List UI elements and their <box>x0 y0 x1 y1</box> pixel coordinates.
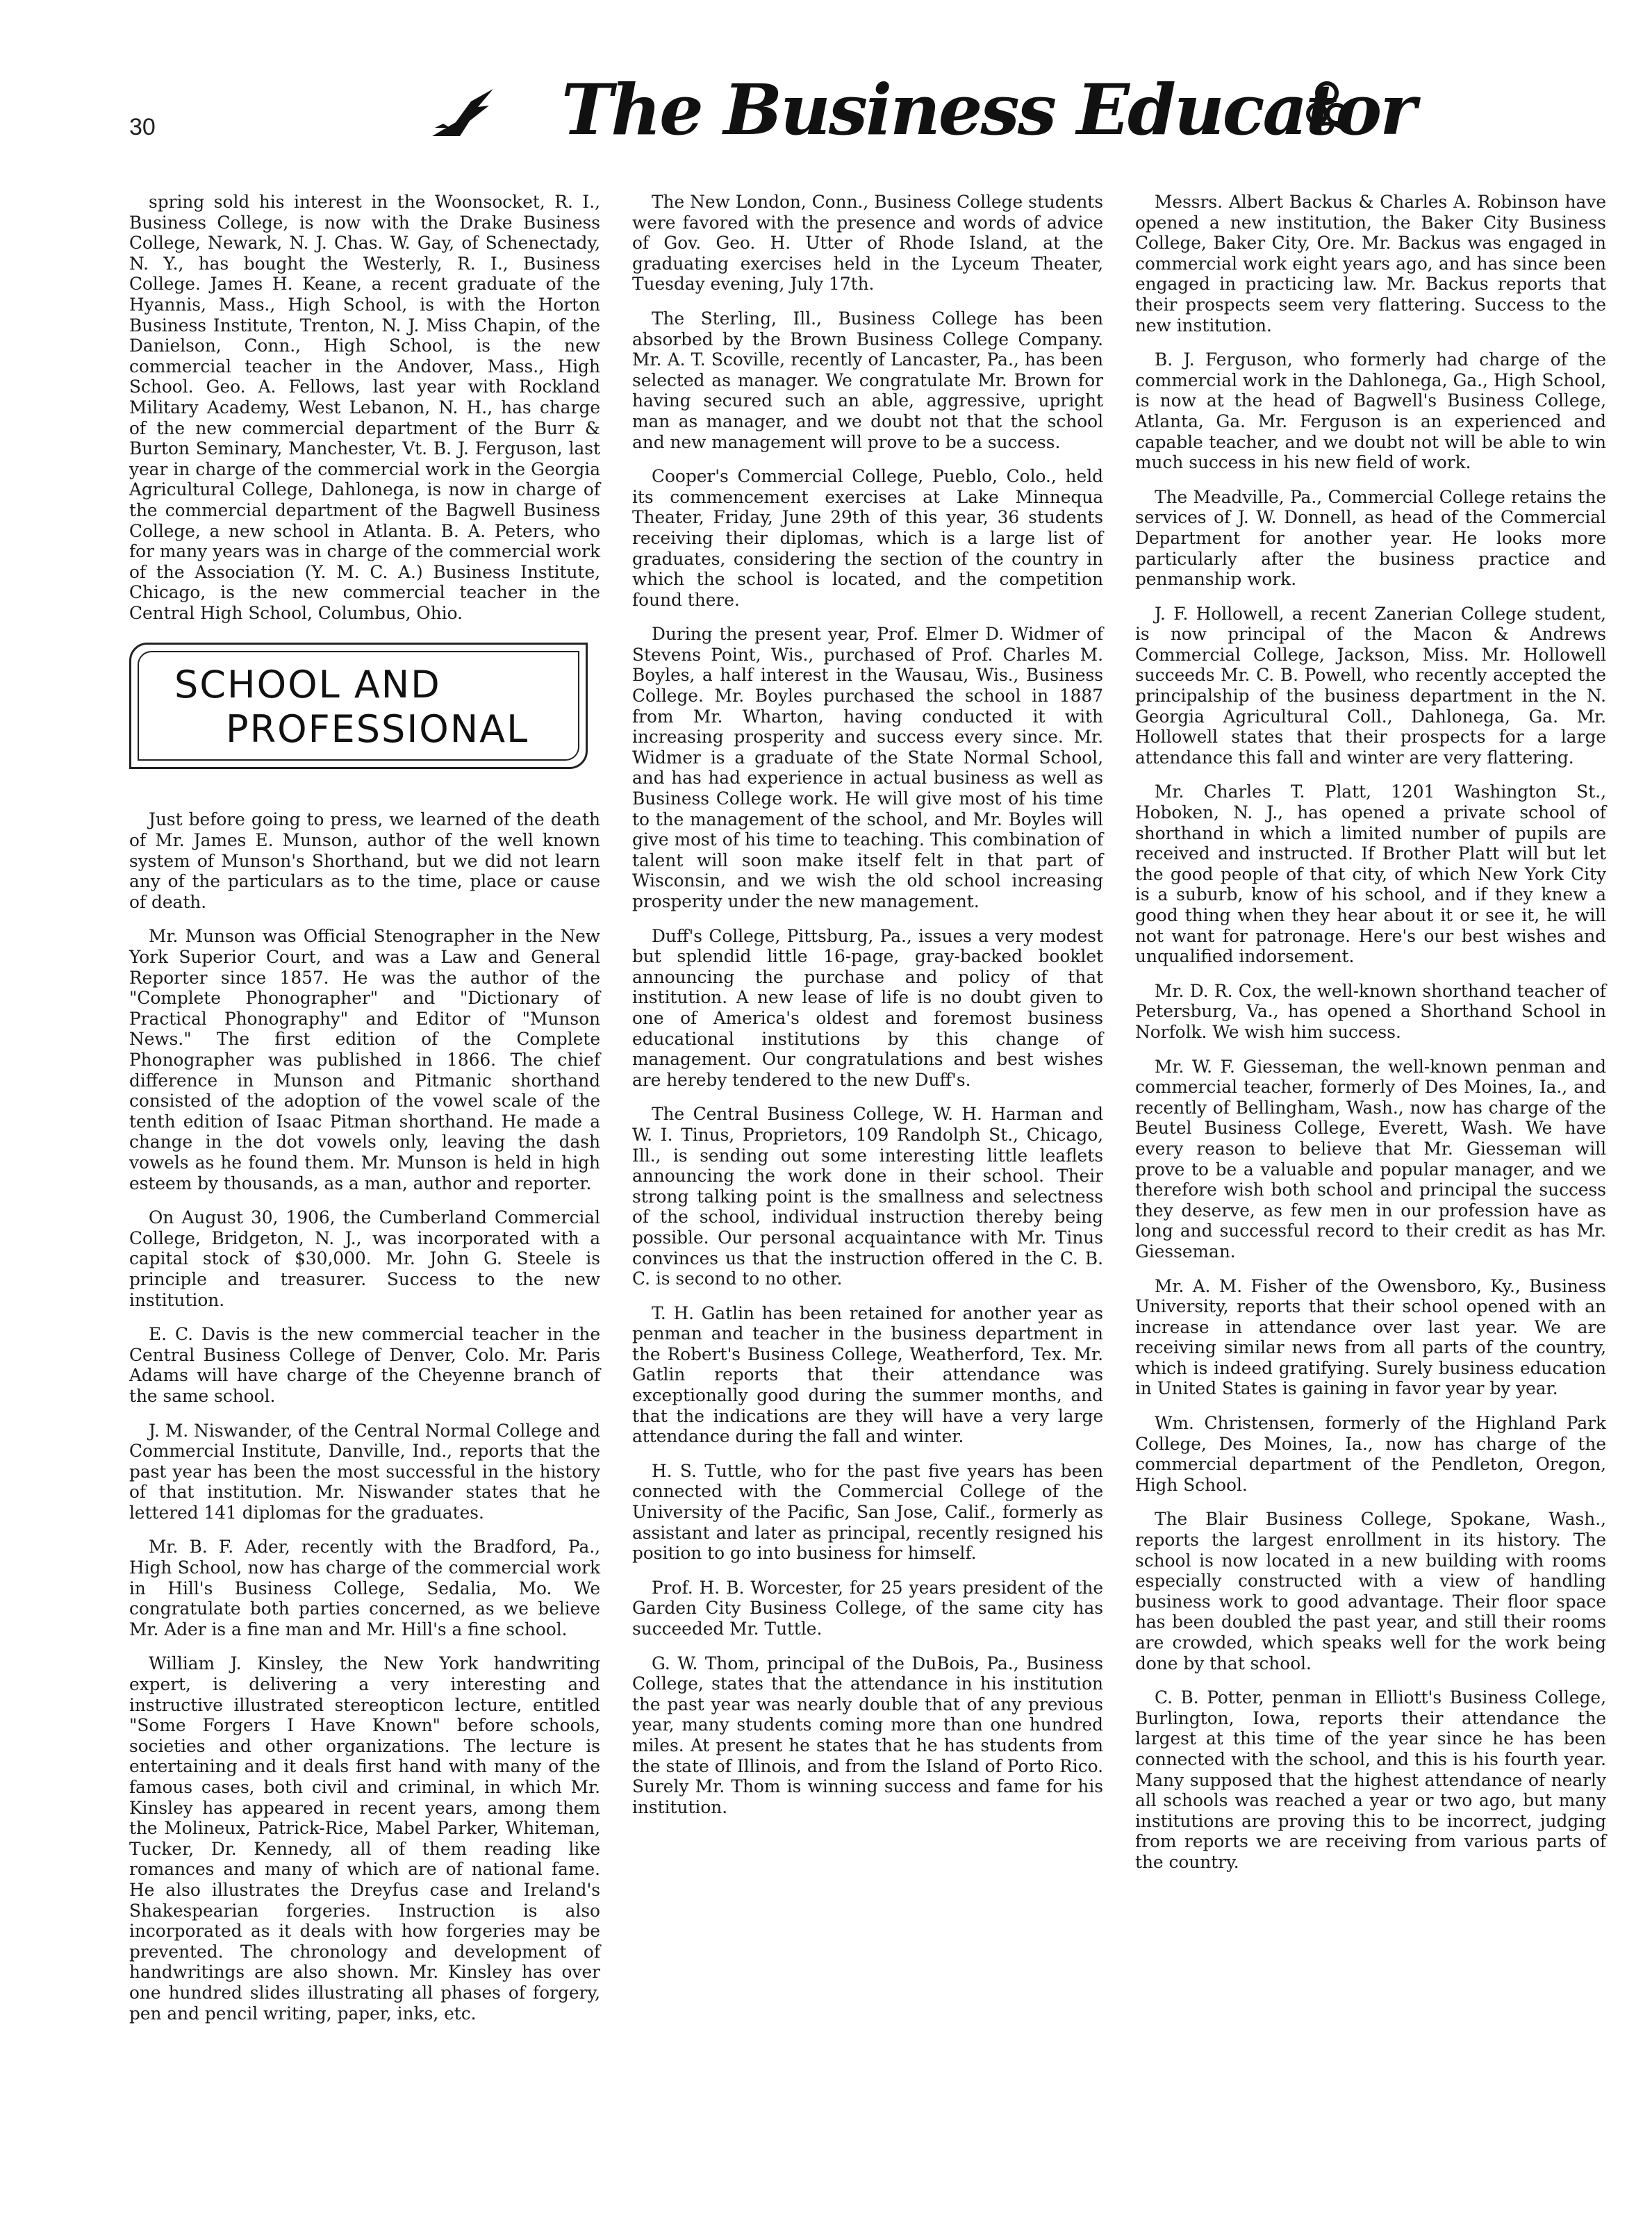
article-paragraph: During the present year, Prof. Elmer D. Widmer of Stevens Point, Wis., purchased of Prof. Charles M. Boyles, a half interest in the Wausau, Wis., Business College. Mr. Boyles purchased the school in 1887 from Mr. Wharton, having conducted it with increasing prosperity and success every since. Mr. Widmer is a graduate of the State Normal School, and has had experience in actual business as well as Business College work. He will give most of his time to the management of the school, and Mr. Boyles will give most of his time to teaching. This combination of talent will soon make itself felt in that part of Wisconsin, and we wish the old school increasing prosperity under the new management. <box>632 624 1103 911</box>
article-paragraph: The Meadville, Pa., Commercial College retains the services of J. W. Donnell, as head of the Commercial Department for another year. He looks more particularly after the business practice and penmanship work. <box>1135 486 1606 590</box>
article-paragraph: Wm. Christensen, formerly of the Highland Park College, Des Moines, Ia., now has charge of the commercial department of the Pendleton, Oregon, High School. <box>1135 1413 1606 1495</box>
article-paragraph: T. H. Gatlin has been retained for another year as penman and teacher in the business department in the Robert's Business College, Weatherford, Tex. Mr. Gatlin reports that their attendance was exceptionally good during the summer months, and that the indications are they will have a very large attendance during the fall and winter. <box>632 1303 1103 1447</box>
article-paragraph: The Central Business College, W. H. Harman and W. I. Tinus, Proprietors, 109 Randolph St., Chicago, Ill., is sending out some interesting little leaflets announcing the work done in their school. Their strong talking point is the smallness and selectness of the school, individual instruction thereby being possible. Our personal acquaintance with Mr. Tinus convinces us that the instruction offered in the C. B. C. is second to no other. <box>632 1104 1103 1289</box>
article-paragraph: B. J. Ferguson, who formerly had charge of the commercial work in the Dahlonega, Ga., High School, is now at the head of Bagwell's Business College, Atlanta, Ga. Mr. Ferguson is an experienced and capable teacher, and we doubt not will be able to win much success in his new field of work. <box>1135 349 1606 473</box>
article-paragraph: The Blair Business College, Spokane, Wash., reports the largest enrollment in its history. The school is now located in a new building with rooms especially constructed with a view of handling business work to good advantage. Their floor space has been doubled the past year, and still their rooms are crowded, which speaks well for the work being done by that school. <box>1135 1509 1606 1673</box>
section-heading-box <box>129 643 588 769</box>
column-1 <box>129 192 600 2037</box>
article-paragraph: H. S. Tuttle, who for the past five years has been connected with the Commercial College of the University of the Pacific, San Jose, Calif., formerly as assistant and later as principal, recently resigned his position to go into business for himself. <box>632 1460 1103 1564</box>
article-paragraph: spring sold his interest in the Woonsocket, R. I., Business College, is now with the Drake Business College, Newark, N. J. Chas. W. Gay, of Schenectady, N. Y., has bought the Westerly, R. I., Business College. James H. Keane, a recent graduate of the Hyannis, Mass., High School, is with the Horton Business Institute, Trenton, N. J. Miss Chapin, of the Danielson, Conn., High School, is the new commercial teacher in the Andover, Mass., High School. Geo. A. Fellows, last year with Rockland Military Academy, West Lebanon, N. H., has charge of the new commercial department of the Burr & Burton Seminary, Manchester, Vt. B. J. Ferguson, last year in charge of the commercial work in the Georgia Agricultural College, Dahlonega, is now in charge of the commercial department of the Bagwell Business College, a new school in Atlanta. B. A. Peters, who for many years was in charge of the commercial work of the Association (Y. M. C. A.) Business Institute, Chicago, is the new commercial teacher in the Central High School, Columbus, Ohio. <box>129 192 600 623</box>
article-paragraph: Mr. B. F. Ader, recently with the Bradford, Pa., High School, now has charge of the commercial work in Hill's Business College, Sedalia, Mo. We congratulate both parties concerned, as we believe Mr. Ader is a fine man and Mr. Hill's a fine school. <box>129 1537 600 1639</box>
article-paragraph: G. W. Thom, principal of the DuBois, Pa., Business College, states that the attendance in his institution the past year was nearly double that of any previous year, many students coming more than one hundred miles. At present he states that he has students from the state of Illinois, and from the Island of Porto Rico. Surely Mr. Thom is winning success and fame for his institution. <box>632 1653 1103 1817</box>
publication-title: The Business Educator <box>561 69 1414 151</box>
flying-bird-icon <box>429 86 496 140</box>
article-paragraph: Messrs. Albert Backus & Charles A. Robinson have opened a new institution, the Baker City Business College, Baker City, Ore. Mr. Backus was engaged in commercial work eight years ago, and has since been engaged in practicing law. Mr. Backus reports that their prospects seem very flattering. Success to the new institution. <box>1135 192 1606 336</box>
article-paragraph: William J. Kinsley, the New York handwriting expert, is delivering a very interesting and instructive illustrated stereopticon lecture, entitled "Some Forgers I Have Known" before schools, societies and other organizations. The lecture is entertaining and it deals first hand with many of the famous cases, both civil and criminal, in which Mr. Kinsley has appeared in recent years, among them the Molineux, Patrick-Rice, Mabel Parker, Whiteman, Tucker, Dr. Kennedy, all of them reading like romances and many of which are of national fame. He also illustrates the Dreyfus case and Ireland's Shakespearian forgeries. Instruction is also incorporated as it deals with how forgeries may be prevented. The chronology and development of handwritings are also shown. Mr. Kinsley has over one hundred slides illustrating all phases of forgery, pen and pencil writing, paper, inks, etc. <box>129 1653 600 2024</box>
article-paragraph: Mr. A. M. Fisher of the Owensboro, Ky., Business University, reports that their school opened with an increase in attendance over last year. We are receiving similar news from all parts of the country, which is indeed gratifying. Surely business education in United States is gaining in favor year by year. <box>1135 1275 1606 1399</box>
article-paragraph: J. F. Hollowell, a recent Zanerian College student, is now principal of the Macon & Andrews Commercial College, Jackson, Miss. Mr. Hollowell succeeds Mr. C. B. Powell, who recently accepted the principalship of the business department in the N. Georgia Agricultural Coll., Dahlonega, Ga. Mr. Hollowell states that their prospects for a large attendance this fall and winter are very flattering. <box>1135 603 1606 768</box>
column-2 <box>632 192 1103 1831</box>
section-heading <box>174 663 529 752</box>
article-paragraph: Mr. W. F. Giesseman, the well-known penman and commercial teacher, formerly of Des Moines, Ia., and recently of Bellingham, Wash., now has charge of the Beutel Business College, Everett, Wash. We have every reason to believe that Mr. Giesseman will prove to be a valuable and popular manager, and we therefore wish both school and principal the success they deserve, as few men in our profession have as long and successful record to their credit as has Mr. Giesseman. <box>1135 1056 1606 1262</box>
article-paragraph: Prof. H. B. Worcester, for 25 years president of the Garden City Business College, of the same city has succeeded Mr. Tuttle. <box>632 1577 1103 1639</box>
emblem-icon <box>1305 78 1349 133</box>
article-paragraph: Duff's College, Pittsburg, Pa., issues a very modest but splendid little 16-page, gray-backed booklet announcing the purchase and policy of that institution. A new lease of life is no doubt given to one of America's oldest and foremost business educational institutions by this change of management. Our congratulations and best wishes are hereby tendered to the new Duff's. <box>632 925 1103 1090</box>
article-paragraph: Cooper's Commercial College, Pueblo, Colo., held its commencement exercises at Lake Minnequa Theater, Friday, June 29th of this year, 36 students receiving their diplomas, which is a large list of graduates, considering the section of the country in which the school is located, and the competition found there. <box>632 466 1103 610</box>
article-paragraph: Mr. D. R. Cox, the well-known shorthand teacher of Petersburg, Va., has opened a Shorthand School in Norfolk. We wish him success. <box>1135 980 1606 1042</box>
article-paragraph: Just before going to press, we learned of the death of Mr. James E. Munson, author of the well known system of Munson's Shorthand, but we did not learn any of the particulars as to the time, place or cause of death. <box>129 809 600 912</box>
article-paragraph: The New London, Conn., Business College students were favored with the presence and words of advice of Gov. Geo. H. Utter of Rhode Island, at the graduating exercises held in the Lyceum Theater, Tuesday evening, July 17th. <box>632 192 1103 295</box>
article-paragraph: Mr. Charles T. Platt, 1201 Washington St., Hoboken, N. J., has opened a private school of shorthand in which a limited number of pupils are received and instructed. If Brother Platt will but let the good people of that city, of which New York City is a suburb, know of his school, and if they knew a good thing when they hear about it or see it, he will not want for patronage. Here's our best wishes and unqualified indorsement. <box>1135 782 1606 967</box>
page-number: 30 <box>129 114 156 140</box>
article-paragraph: J. M. Niswander, of the Central Normal College and Commercial Institute, Danville, Ind., reports that the past year has been the most successful in the history of that institution. Mr. Niswander states that he lettered 141 diplomas for the graduates. <box>129 1420 600 1523</box>
article-paragraph: C. B. Potter, penman in Elliott's Business College, Burlington, Iowa, reports their attendance the largest at this time of the year since he has been connected with the school, and this is his fourth year. Many supposed that the highest attendance of nearly all schools was reached a year or two ago, but many institutions are proving this to be incorrect, judging from reports we are receiving from various parts of the country. <box>1135 1687 1606 1872</box>
article-paragraph: Mr. Munson was Official Stenographer in the New York Superior Court, and was a Law and General Reporter since 1857. He was the author of the "Complete Phonographer" and "Dictionary of Practical Phonography" and Editor of "Munson News." The first edition of the Complete Phonographer was published in 1866. The chief difference in Munson and Pitmanic shorthand consisted of the adoption of the vowel scale of the tenth edition of Isaac Pitman shorthand. He made a change in the dot vowels only, leaving the dash vowels as he found them. Mr. Munson is held in high esteem by thousands, as a man, author and reporter. <box>129 926 600 1193</box>
article-paragraph: On August 30, 1906, the Cumberland Commercial College, Bridgeton, N. J., was incorporated with a capital stock of $30,000. Mr. John G. Steele is principle and treasurer. Success to the new institution. <box>129 1207 600 1310</box>
column-3 <box>1135 192 1606 1887</box>
article-paragraph: The Sterling, Ill., Business College has been absorbed by the Brown Business College Company. Mr. A. T. Scoville, recently of Lancaster, Pa., has been selected as manager. We congratulate Mr. Brown for having secured such an able, aggressive, upright man as manager, and we doubt not that the school and new management will prove to be a success. <box>632 308 1103 452</box>
section-heading-line-2: PROFESSIONAL <box>226 707 529 752</box>
section-heading-line-1: SCHOOL AND <box>174 663 441 707</box>
article-paragraph: E. C. Davis is the new commercial teacher in the Central Business College of Denver, Colo. Mr. Paris Adams will have charge of the Cheyenne branch of the same school. <box>129 1324 600 1406</box>
